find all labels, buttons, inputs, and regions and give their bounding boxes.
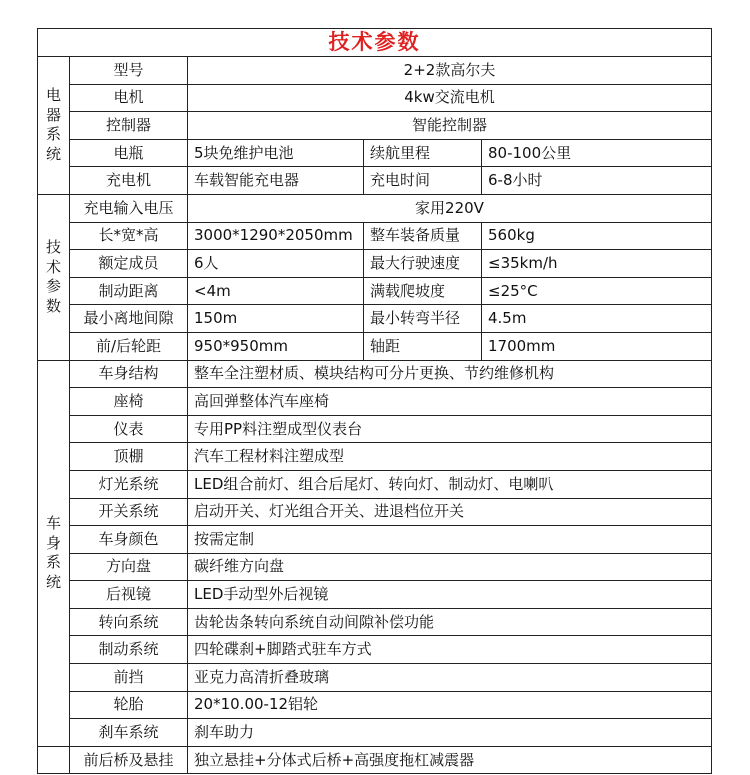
row-value-2: 80-100公里 (482, 139, 712, 167)
table-row (38, 84, 712, 112)
table-row (38, 360, 712, 388)
row-value-2: 1700mm (482, 332, 712, 360)
table-row (38, 581, 712, 609)
row-label: 型号 (70, 57, 188, 85)
table-row (38, 443, 712, 471)
table-row (38, 332, 712, 360)
row-label: 前/后轮距 (70, 332, 188, 360)
row-value: 2+2款高尔夫 (188, 57, 712, 85)
row-value: 车载智能充电器 (188, 167, 364, 195)
table-row (38, 415, 712, 443)
row-label: 电机 (70, 84, 188, 112)
row-label: 长*宽*高 (70, 222, 188, 250)
table-title: 技术参数 (38, 29, 712, 57)
row-value: 智能控制器 (188, 112, 712, 140)
table-row (38, 57, 712, 85)
row-label: 转向系统 (70, 608, 188, 636)
row-value: LED手动型外后视镜 (188, 581, 712, 609)
group-electric (38, 57, 70, 195)
row-value: 3000*1290*2050mm (188, 222, 364, 250)
table-row (38, 112, 712, 140)
table-row (38, 470, 712, 498)
group-label: 电器系统 (46, 86, 62, 163)
row-label: 后视镜 (70, 581, 188, 609)
group-empty (38, 746, 70, 774)
table-row (38, 167, 712, 195)
row-label-2: 轴距 (364, 332, 482, 360)
row-value: 4kw交流电机 (188, 84, 712, 112)
row-label-2: 最小转弯半径 (364, 305, 482, 333)
row-label: 充电输入电压 (70, 194, 188, 222)
row-value: 按需定制 (188, 526, 712, 554)
row-value: 碳纤维方向盘 (188, 553, 712, 581)
row-value: 整车全注塑材质、模块结构可分片更换、节约维修机构 (188, 360, 712, 388)
table-row (38, 553, 712, 581)
row-label-2: 整车装备质量 (364, 222, 482, 250)
row-label: 顶棚 (70, 443, 188, 471)
row-value: 齿轮齿条转向系统自动间隙补偿功能 (188, 608, 712, 636)
spec-table (37, 28, 712, 774)
row-label-2: 续航里程 (364, 139, 482, 167)
row-value: 专用PP料注塑成型仪表台 (188, 415, 712, 443)
row-value-2: 6-8小时 (482, 167, 712, 195)
table-row (38, 608, 712, 636)
row-value: 家用220V (188, 194, 712, 222)
group-body (38, 360, 70, 746)
row-value: 5块免维护电池 (188, 139, 364, 167)
row-label: 控制器 (70, 112, 188, 140)
group-label: 技术参数 (46, 238, 62, 315)
table-row (38, 719, 712, 747)
row-label: 制动距离 (70, 277, 188, 305)
row-label: 额定成员 (70, 250, 188, 278)
row-value: <4m (188, 277, 364, 305)
table-row (38, 222, 712, 250)
row-label: 前后桥及悬挂 (70, 746, 188, 774)
row-value: 汽车工程材料注塑成型 (188, 443, 712, 471)
row-value: 四轮碟刹+脚踏式驻车方式 (188, 636, 712, 664)
row-label: 电瓶 (70, 139, 188, 167)
row-label-2: 最大行驶速度 (364, 250, 482, 278)
row-value: LED组合前灯、组合后尾灯、转向灯、制动灯、电喇叭 (188, 470, 712, 498)
row-label: 车身颜色 (70, 526, 188, 554)
table-row (38, 305, 712, 333)
row-value-2: 560kg (482, 222, 712, 250)
table-row (38, 636, 712, 664)
row-label: 灯光系统 (70, 470, 188, 498)
row-value: 刹车助力 (188, 719, 712, 747)
row-value: 独立悬挂+分体式后桥+高强度拖杠减震器 (188, 746, 712, 774)
row-label-2: 充电时间 (364, 167, 482, 195)
row-value: 950*950mm (188, 332, 364, 360)
row-label: 轮胎 (70, 691, 188, 719)
table-row (38, 526, 712, 554)
table-row (38, 388, 712, 416)
row-value-2: ≤35km/h (482, 250, 712, 278)
table-row (38, 250, 712, 278)
row-value: 150m (188, 305, 364, 333)
table-row (38, 746, 712, 774)
row-label: 仪表 (70, 415, 188, 443)
row-label: 充电机 (70, 167, 188, 195)
row-label: 刹车系统 (70, 719, 188, 747)
table-row (38, 139, 712, 167)
table-row (38, 691, 712, 719)
row-label-2: 满载爬坡度 (364, 277, 482, 305)
table-row (38, 194, 712, 222)
row-value-2: ≤25°C (482, 277, 712, 305)
table-row (38, 664, 712, 692)
row-label: 前挡 (70, 664, 188, 692)
row-value: 20*10.00-12铝轮 (188, 691, 712, 719)
table-row (38, 498, 712, 526)
group-label: 车身系统 (46, 514, 62, 591)
row-value: 启动开关、灯光组合开关、进退档位开关 (188, 498, 712, 526)
title-row (38, 29, 712, 57)
table-row (38, 277, 712, 305)
row-label: 方向盘 (70, 553, 188, 581)
row-value: 6人 (188, 250, 364, 278)
row-value: 高回弹整体汽车座椅 (188, 388, 712, 416)
row-value-2: 4.5m (482, 305, 712, 333)
row-label: 制动系统 (70, 636, 188, 664)
row-value: 亚克力高清折叠玻璃 (188, 664, 712, 692)
row-label: 座椅 (70, 388, 188, 416)
row-label: 最小离地间隙 (70, 305, 188, 333)
row-label: 开关系统 (70, 498, 188, 526)
row-label: 车身结构 (70, 360, 188, 388)
group-tech (38, 194, 70, 360)
